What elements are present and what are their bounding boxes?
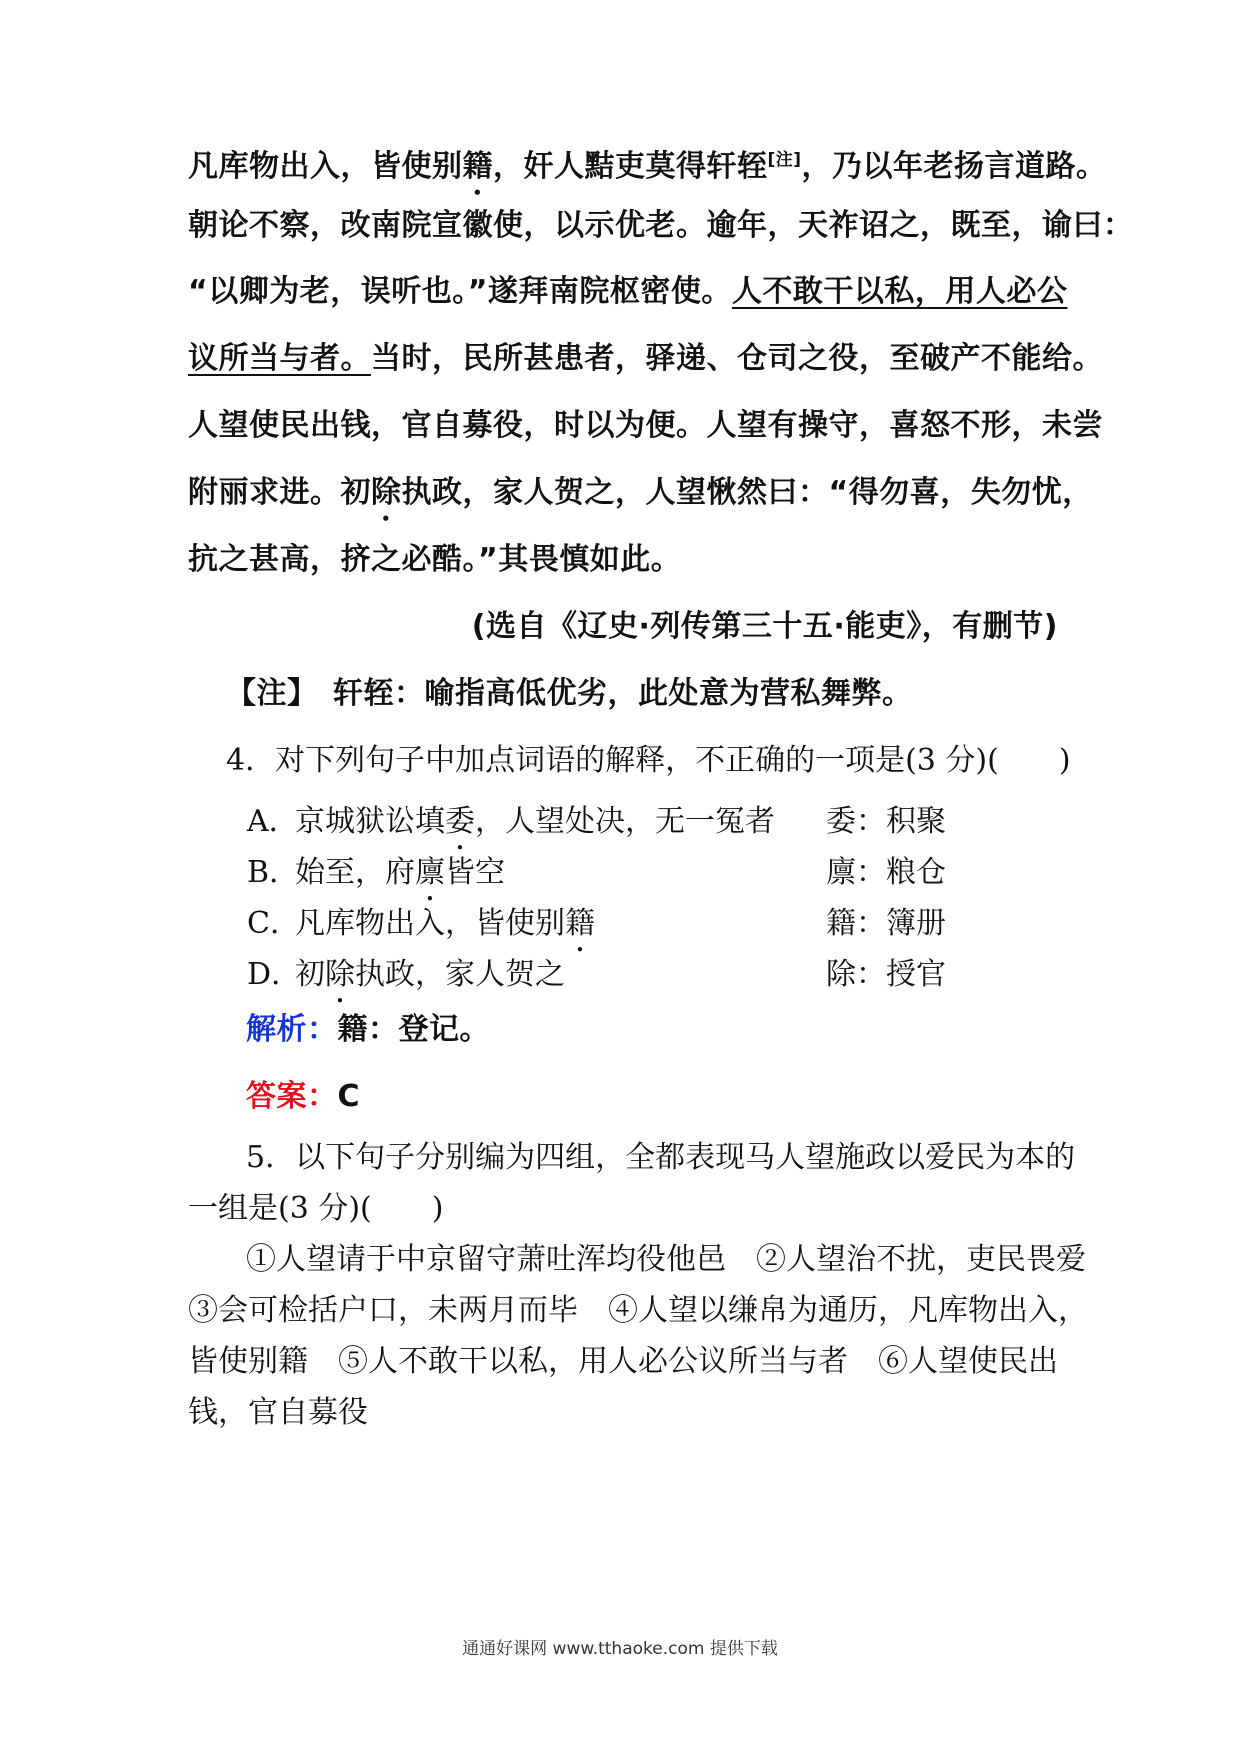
passage-line-1: 凡库物出入，皆使别籍，奸人黠吏莫得轩轾[注]，乃以年老扬言道路。 [188,149,1107,184]
q4-option-c: C．凡库物出入，皆使别籍 [247,906,595,941]
q4-gloss-d: 除：授官 [826,957,946,992]
q4-gloss-a: 委：积聚 [826,804,946,839]
answer-label: 答案： [246,1079,338,1114]
q4-answer: 答案：C [246,1079,361,1114]
q5-items-line-2: ③会可检括户口，未两月而毕 ④人望以缣帛为通历，凡库物出入， [188,1293,1088,1328]
analysis-label: 解析： [246,1012,338,1047]
passage-line-2: 朝论不察，改南院宣徽使，以示优老。逾年，天祚诏之，既至，谕曰： [188,208,1134,243]
passage-line-3: “以卿为老，误听也。”遂拜南院枢密使。人不敢干以私，用人必公 [188,274,1068,309]
q4-gloss-c: 籍：簿册 [826,906,946,941]
dotted-char: 籍 [462,149,493,184]
underlined-sentence: 人不敢干以私，用人必公 [731,274,1068,309]
q4-analysis: 解析：籍：登记。 [246,1012,490,1047]
q4-option-d: D．初除执政，家人贺之 [247,957,565,992]
q5-items-line-3: 皆使别籍 ⑤人不敢干以私，用人必公议所当与者 ⑥人望使民出 [188,1344,1058,1379]
underlined-sentence-end: 议所当与者。 [188,341,371,376]
q5-stem-line-2: 一组是(3 分)( ) [188,1191,444,1226]
q4-option-b: B．始至，府廪皆空 [247,855,505,890]
q5-stem-line-1: 5．以下句子分别编为四组，全都表现马人望施政以爱民为本的 [246,1140,1076,1175]
q5-items-line-4: 钱，官自募役 [188,1395,368,1430]
passage-line-4: 议所当与者。当时，民所甚患者，驿递、仓司之役，至破产不能给。 [188,341,1103,376]
note-marker: [注] [767,150,802,170]
q5-items-line-1: ①人望请于中京留守萧吐浑均役他邑 ②人望治不扰，吏民畏爱 [246,1242,1086,1277]
passage-line-6: 附丽求进。初除执政，家人贺之，人望愀然曰：“得勿喜，失勿忧， [188,475,1093,510]
passage-line-5: 人望使民出钱，官自募役，时以为便。人望有操守，喜怒不形，未尝 [188,408,1103,443]
q4-stem: 4．对下列句子中加点词语的解释，不正确的一项是(3 分)( ) [226,743,1071,778]
passage-note: 【注】 轩轾：喻指高低优劣，此处意为营私舞弊。 [226,676,913,711]
q4-gloss-b: 廪：粮仓 [826,855,946,890]
passage-line-7: 抗之甚高，挤之必酷。”其畏慎如此。 [188,542,682,577]
dotted-char: 除 [371,475,402,510]
passage-source: (选自《辽史·列传第三十五·能吏》，有删节) [471,609,1058,644]
page-footer: 通通好课网 www.tthaoke.com 提供下载 [462,1639,778,1659]
q4-option-a: A．京城狱讼填委，人望处决，无一冤者 [247,804,775,839]
